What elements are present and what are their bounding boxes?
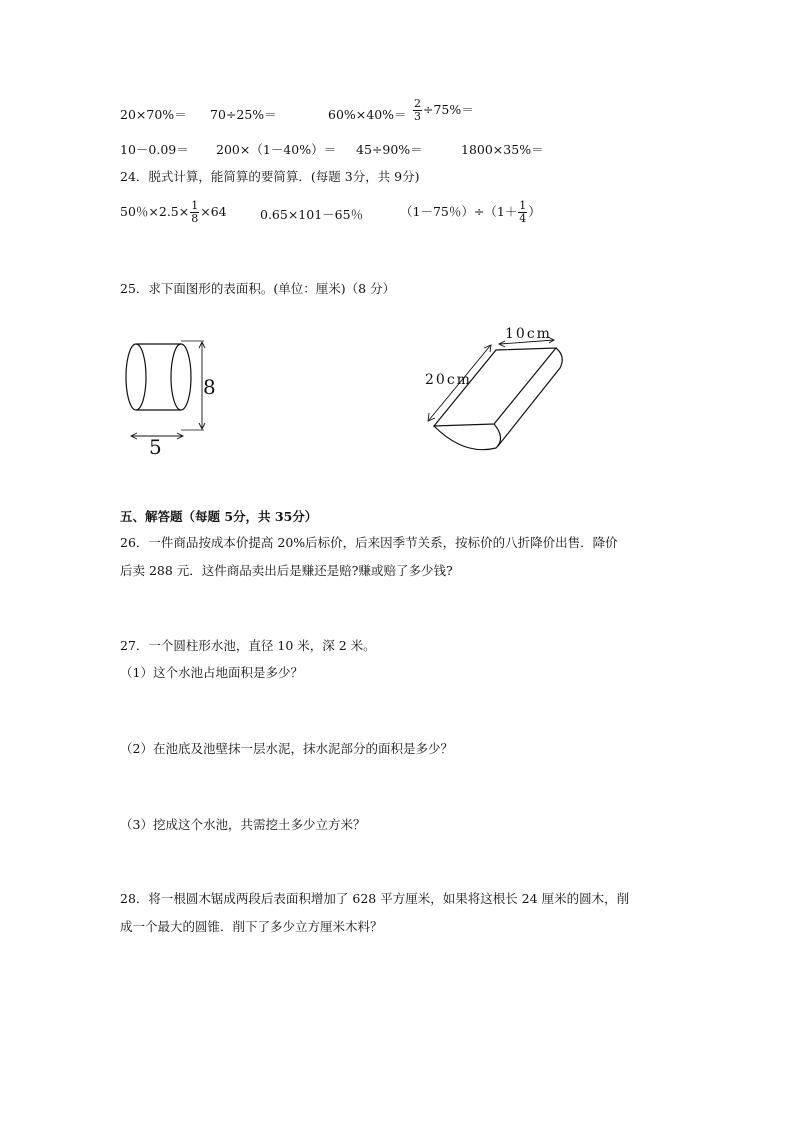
calc-r1-e2: 70÷25%＝ — [210, 107, 277, 122]
section-5-heading: 五、解答题（每题 5分，共 35分） — [120, 509, 318, 524]
fraction-two-thirds: $\frac{2}{3}$ — [414, 97, 421, 123]
q24-expr-3: （1－75％）÷（1＋ $\frac{1}{4}$ ） — [400, 199, 541, 225]
half-cylinder-figure — [420, 330, 570, 460]
calc-r1-e3: 60%×40%＝ — [328, 107, 407, 122]
q26-line-1: 26．一件商品按成本价提高 20%后标价，后来因季节关系，按标价的八折降价出售．降价 — [120, 535, 618, 550]
q25-title: 25．求下面图形的表面积。(单位：厘米)（8 分） — [120, 281, 396, 296]
q28-line-2: 成一个最大的圆锥．削下了多少立方厘米木料？ — [120, 919, 383, 934]
q27-sub-1: （1）这个水池占地面积是多少？ — [120, 665, 303, 680]
q27-sub-2: （2）在池底及池壁抹一层水泥，抹水泥部分的面积是多少？ — [120, 741, 453, 756]
half-cylinder-width-label: 10cm — [505, 326, 552, 342]
q27-sub-3: （3）挖成这个水池，共需挖土多少立方米？ — [120, 817, 366, 832]
calc-r2-e4: 1800×35%＝ — [461, 142, 544, 157]
calc-r1-e1: 20×70%＝ — [120, 107, 187, 122]
calc-r1-e4: $\frac{2}{3}$ ÷75%＝ — [414, 97, 474, 123]
cylinder-height-label: 8 — [203, 375, 216, 399]
calc-r2-e2: 200×（1－40%）＝ — [216, 142, 337, 157]
q26-line-2: 后卖 288 元．这件商品卖出后是赚还是赔?赚或赔了多少钱? — [120, 563, 453, 578]
cylinder-diameter-label: 5 — [149, 435, 162, 459]
q27-title: 27．一个圆柱形水池，直径 10 米，深 2 米。 — [120, 638, 376, 653]
q24-title: 24．脱式计算，能简算的要简算．(每题 3分，共 9分) — [120, 169, 420, 184]
q24-expr-2: 0.65×101－65％ — [260, 207, 364, 222]
q24-expr-1: 50％×2.5× $\frac{1}{8}$ ×64 — [120, 199, 227, 225]
calc-r2-e3: 45÷90%＝ — [356, 142, 423, 157]
half-cylinder-length-label: 20cm — [425, 372, 472, 388]
fraction-one-eighth: $\frac{1}{8}$ — [191, 199, 199, 225]
calc-r2-e1: 10－0.09＝ — [120, 142, 189, 157]
fraction-one-quarter: $\frac{1}{4}$ — [519, 199, 527, 225]
q28-line-1: 28．将一根圆木锯成两段后表面积增加了 628 平方厘米，如果将这根长 24 厘米的圆木，削 — [120, 891, 630, 906]
